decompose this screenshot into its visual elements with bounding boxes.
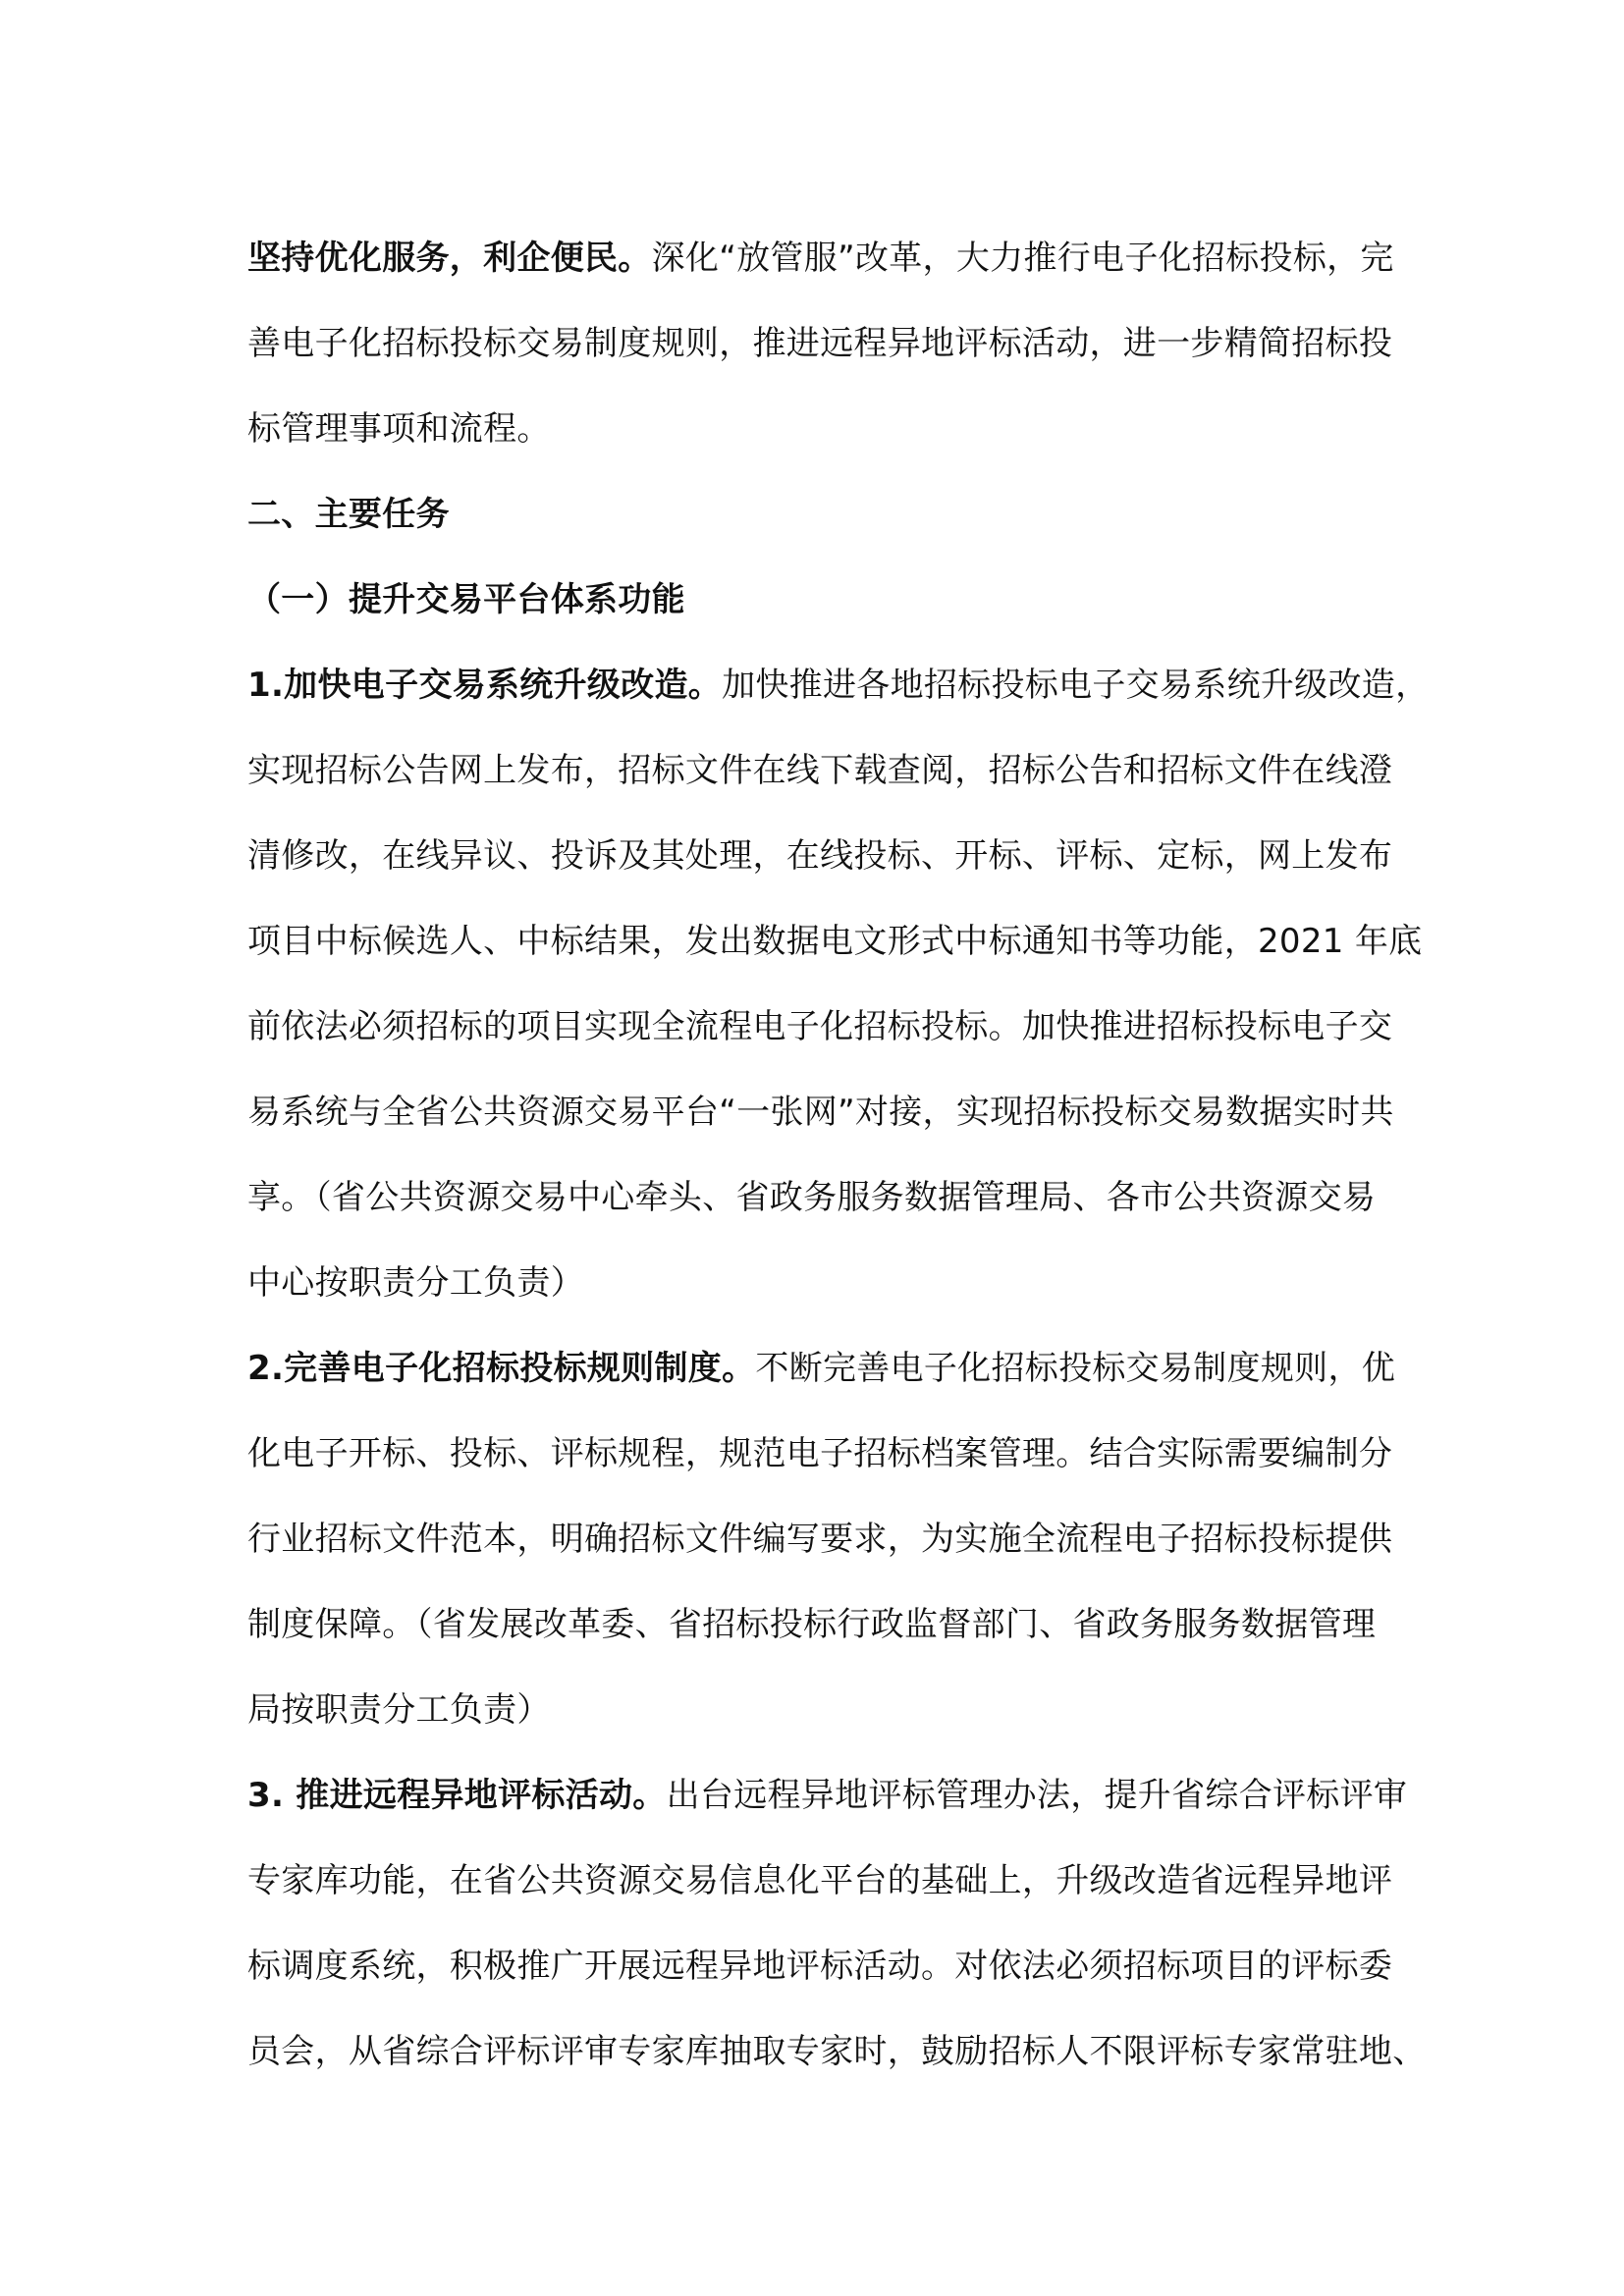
text-line — [247, 1505, 1426, 1590]
bold-lead: 1.加快电子交易系统升级改造。 — [247, 666, 723, 705]
line-text: 享。（省公共资源交易中心牵头、省政务服务数据管理局、各市公共资源交易 — [247, 1178, 1377, 1217]
line-text: 标管理事项和流程。 — [247, 409, 551, 449]
bold-lead: （一）提升交易平台体系功能 — [247, 580, 685, 619]
line-text: 实现招标公告网上发布，招标文件在线下载查阅，招标公告和招标文件在线澄 — [247, 751, 1393, 790]
line-text: 项目中标候选人、中标结果，发出数据电文形式中标通知书等功能，2021 年底 — [247, 922, 1423, 961]
bold-lead: 二、主要任务 — [247, 495, 450, 534]
line-text: 加快推进各地招标投标电子交易系统升级改造， — [722, 666, 1430, 705]
line-text: 化电子开标、投标、评标规程，规范电子招标档案管理。结合实际需要编制分 — [247, 1434, 1393, 1473]
text-line — [247, 2017, 1426, 2103]
line-text: 清修改，在线异议、投诉及其处理，在线投标、开标、评标、定标，网上发布 — [247, 836, 1393, 876]
line-text: 易系统与全省公共资源交易平台“一张网”对接，实现招标投标交易数据实时共 — [247, 1093, 1394, 1132]
text-line — [247, 1419, 1426, 1505]
subsection-heading — [247, 565, 1426, 651]
bold-lead: 坚持优化服务，利企便民。 — [247, 239, 652, 278]
bold-lead: 3. 推进远程异地评标活动。 — [247, 1776, 667, 1815]
text-line — [247, 1590, 1426, 1676]
text-line — [247, 992, 1426, 1078]
text-line — [247, 395, 1426, 480]
line-text: 中心按职责分工负责） — [247, 1263, 584, 1303]
text-line — [247, 224, 1426, 309]
text-line — [247, 1078, 1426, 1163]
line-text: 标调度系统，积极推广开展远程异地评标活动。对依法必须招标项目的评标委 — [247, 1947, 1393, 1986]
text-line — [247, 736, 1426, 822]
text-line — [247, 1932, 1426, 2017]
line-text: 不断完善电子化招标投标交易制度规则，优 — [755, 1349, 1396, 1388]
line-text: 出台远程异地评标管理办法，提升省综合评标评审 — [666, 1776, 1408, 1815]
text-line — [247, 822, 1426, 907]
line-text: 前依法必须招标的项目实现全流程电子化招标投标。加快推进招标投标电子交 — [247, 1007, 1393, 1046]
line-text: 深化“放管服”改革，大力推行电子化招标投标，完 — [651, 239, 1394, 278]
line-text: 制度保障。（省发展改革委、省招标投标行政监督部门、省政务服务数据管理 — [247, 1605, 1377, 1644]
line-text: 善电子化招标投标交易制度规则，推进远程异地评标活动，进一步精简招标投 — [247, 324, 1393, 363]
text-line — [247, 1334, 1426, 1419]
text-line — [247, 1676, 1426, 1761]
text-line — [247, 1163, 1426, 1249]
text-line — [247, 1761, 1426, 1846]
line-text: 局按职责分工负责） — [247, 1690, 551, 1730]
line-text: 员会，从省综合评标评审专家库抽取专家时，鼓励招标人不限评标专家常驻地、 — [247, 2032, 1427, 2071]
text-line — [247, 1249, 1426, 1334]
line-text: 专家库功能，在省公共资源交易信息化平台的基础上，升级改造省远程异地评 — [247, 1861, 1393, 1900]
text-line — [247, 651, 1430, 736]
line-text: 行业招标文件范本，明确招标文件编写要求，为实施全流程电子招标投标提供 — [247, 1520, 1393, 1559]
section-heading — [247, 480, 1426, 565]
text-line — [247, 309, 1426, 395]
text-line — [247, 907, 1426, 992]
document-body — [247, 224, 1430, 2103]
bold-lead: 2.完善电子化招标投标规则制度。 — [247, 1349, 756, 1388]
text-line — [247, 1846, 1426, 1932]
